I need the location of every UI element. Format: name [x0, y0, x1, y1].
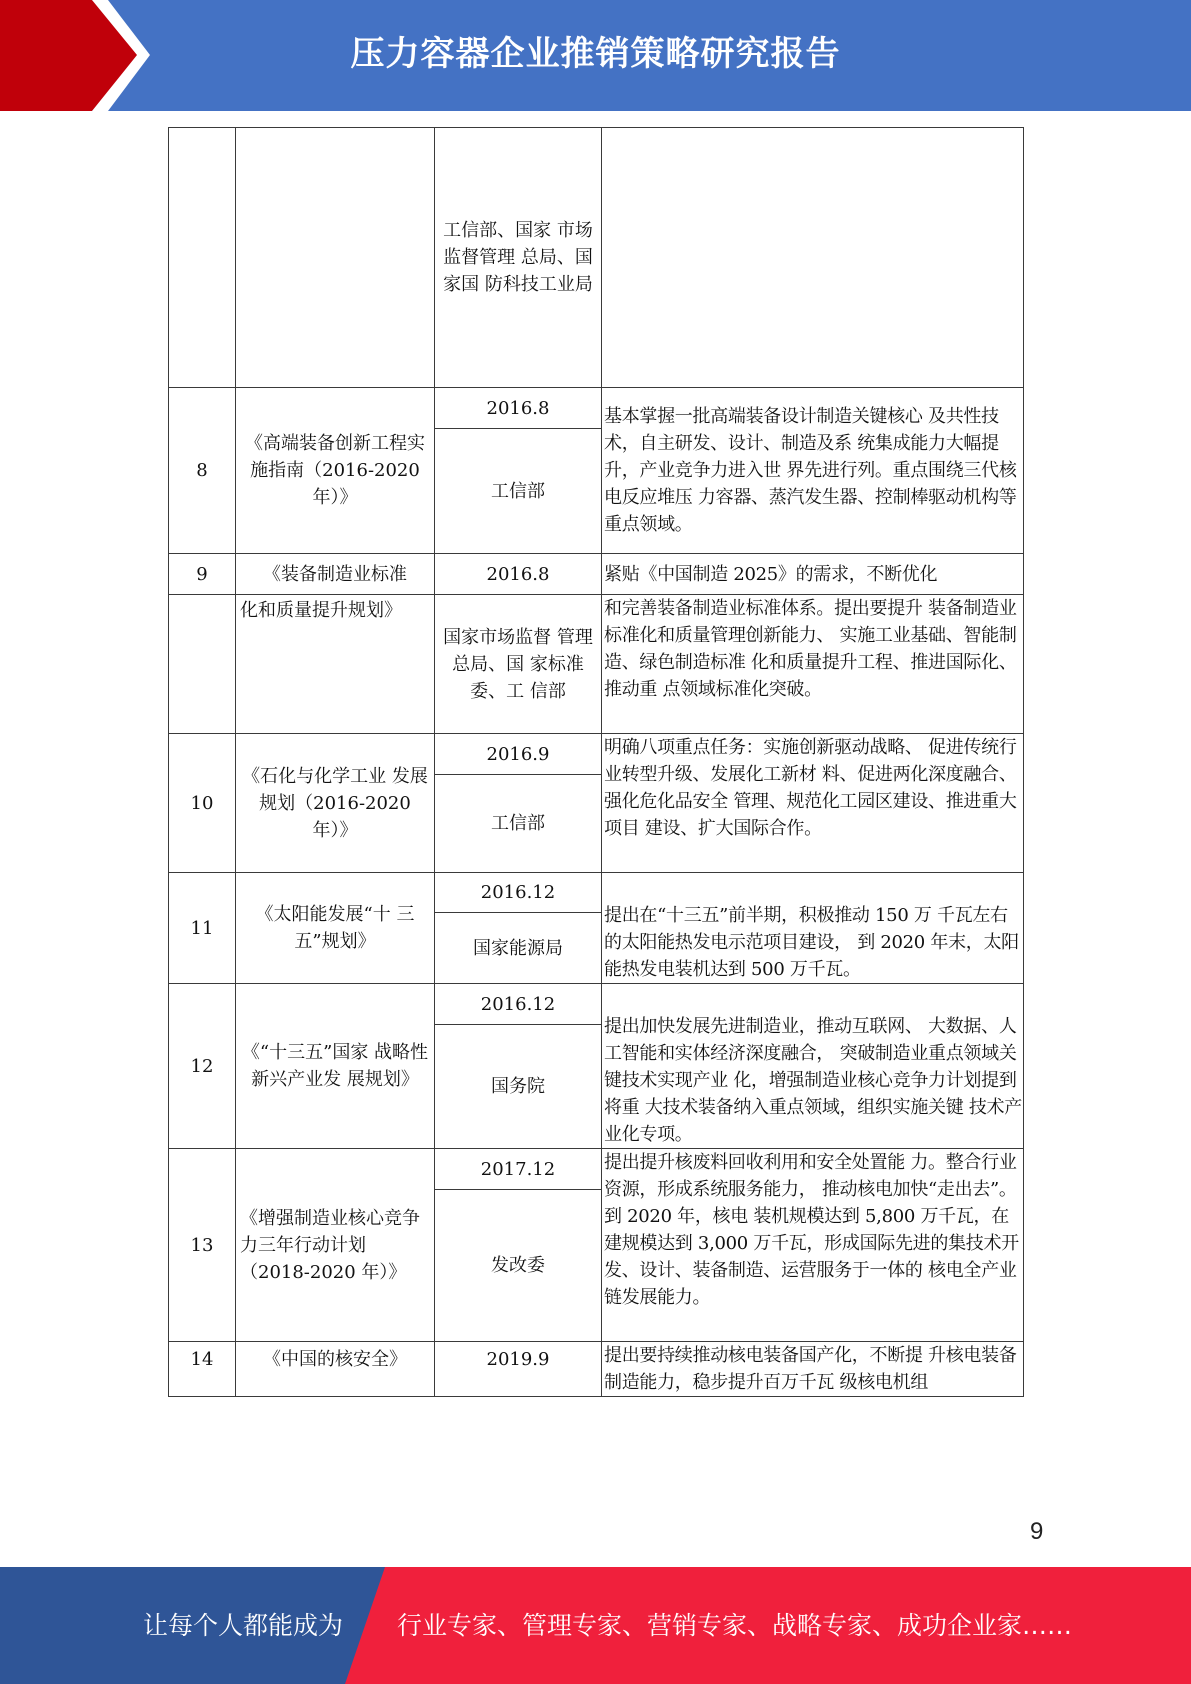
issue-date-cell: 2016.12 [435, 984, 602, 1025]
report-title: 压力容器企业推销策略研究报告 [350, 34, 841, 74]
description-cell [602, 128, 1024, 388]
policy-name-cell: 《太阳能发展“十 三五”规划》 [236, 873, 435, 984]
issuer-cell: 工信部 [435, 775, 602, 873]
row-number-cell: 10 [169, 734, 236, 873]
issuer-cell: 国家市场监督 管理总局、国 家标准委、工 信部 [435, 595, 602, 734]
issuer-cell: 工信部、国家 市场监督管理 总局、国家国 防科技工业局 [435, 128, 602, 388]
row-number-cell: 13 [169, 1149, 236, 1342]
description-cell: 基本掌握一批高端装备设计制造关键核心 及共性技术，自主研发、设计、制造及系 统集成能力大幅提升，产业竞争力进入世 界先进行列。重点围绕三代核电反应堆压 力容器、蒸汽发生器、控制棒驱动机构等 重点领域。 [602, 388, 1024, 554]
row-number-cell: 8 [169, 388, 236, 554]
table-row [169, 873, 1024, 913]
row-number-cell: 12 [169, 984, 236, 1149]
table-row [169, 595, 1024, 734]
policy-table [168, 127, 1024, 1397]
row-number-cell [169, 595, 236, 734]
issue-date-cell: 2017.12 [435, 1149, 602, 1190]
row-number-cell: 9 [169, 554, 236, 595]
footer-slogan-right: 行业专家、管理专家、营销专家、战略专家、成功企业家…… [397, 1611, 1073, 1640]
table-row [169, 984, 1024, 1025]
page-number: 9 [1030, 1518, 1044, 1545]
row-number-cell [169, 128, 236, 388]
table-row [169, 1342, 1024, 1397]
row-number-cell: 11 [169, 873, 236, 984]
issue-date-cell: 2019.9 [435, 1342, 602, 1397]
policy-name-cell: 化和质量提升规划》 [236, 595, 435, 734]
table-row [169, 128, 1024, 388]
issuer-cell: 工信部 [435, 429, 602, 554]
policy-name-cell [236, 128, 435, 388]
description-cell: 明确八项重点任务：实施创新驱动战略、 促进传统行业转型升级、发展化工新材 料、促进两化深度融合、强化危化品安全 管理、规范化工园区建设、推进重大项目 建设、扩大国际合作。 [602, 734, 1024, 873]
footer-slogan-left: 让每个人都能成为 [143, 1611, 344, 1640]
description-cell: 提出在“十三五”前半期，积极推动 150 万 千瓦左右的太阳能热发电示范项目建设， 到 2020 年末，太阳能热发电装机达到 500 万千瓦。 [602, 873, 1024, 984]
issue-date-cell: 2016.8 [435, 554, 602, 595]
policy-name-cell: 《中国的核安全》 [236, 1342, 435, 1397]
issue-date-cell: 2016.8 [435, 388, 602, 429]
policy-name-cell: 《装备制造业标准 [236, 554, 435, 595]
description-cell: 紧贴《中国制造 2025》的需求，不断优化 [602, 554, 1024, 595]
issuer-cell: 国务院 [435, 1025, 602, 1149]
policy-name-cell: 《“十三五”国家 战略性新兴产业发 展规划》 [236, 984, 435, 1149]
table-row [169, 388, 1024, 429]
description-cell: 提出加快发展先进制造业，推动互联网、 大数据、人工智能和实体经济深度融合， 突破制造业重点领域关键技术实现产业 化，增强制造业核心竞争力计划提到将重 大技术装备纳入重点领域，组织实施关键 技术产业化专项。 [602, 984, 1024, 1149]
table-row [169, 734, 1024, 775]
description-cell: 提出提升核废料回收利用和安全处置能 力。整合行业资源，形成系统服务能力， 推动核电加快“走出去”。到 2020 年，核电 装机规模达到 5,800 万千瓦，在建规模达到 3,000 万千瓦，形成国际先进的集技术开 发、设计、装备制造、运营服务于一体的 核电全产业链发展能力。 [602, 1149, 1024, 1342]
row-number-cell: 14 [169, 1342, 236, 1397]
page-header [0, 0, 1191, 111]
issue-date-cell: 2016.12 [435, 873, 602, 913]
table-row [169, 554, 1024, 595]
table-row [169, 1149, 1024, 1190]
policy-table-container [168, 127, 1024, 1393]
description-cell: 和完善装备制造业标准体系。提出要提升 装备制造业标准化和质量管理创新能力、 实施工业基础、智能制造、绿色制造标准 化和质量提升工程、推进国际化、推动重 点领域标准化突破。 [602, 595, 1024, 734]
page-footer [0, 1567, 1191, 1684]
policy-name-cell: 《增强制造业核心竞争力三年行动计划（2018-2020 年）》 [236, 1149, 435, 1342]
policy-name-cell: 《高端装备创新工程实施指南（2016-2020 年）》 [236, 388, 435, 554]
description-cell: 提出要持续推动核电装备国产化，不断提 升核电装备制造能力，稳步提升百万千瓦 级核电机组 [602, 1342, 1024, 1397]
issue-date-cell: 2016.9 [435, 734, 602, 775]
issuer-cell: 发改委 [435, 1190, 602, 1342]
issuer-cell: 国家能源局 [435, 913, 602, 984]
policy-name-cell: 《石化与化学工业 发展规划（2016-2020 年）》 [236, 734, 435, 873]
